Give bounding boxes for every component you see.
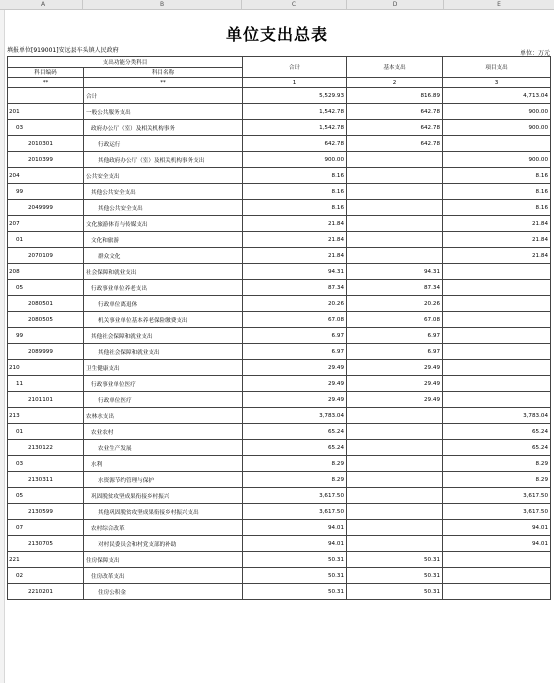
table-row [8,440,551,456]
cell-code[interactable]: 2130599 [8,504,84,520]
cell-project[interactable]: 21.84 [443,248,551,264]
cell-code[interactable] [8,88,84,104]
header-total: 合计 [243,57,347,78]
cell-basic[interactable]: 50.31 [347,584,443,600]
cell-basic[interactable]: 50.31 [347,552,443,568]
cell-basic[interactable] [347,168,443,184]
table-row [8,264,551,280]
cell-code[interactable]: 2080501 [8,296,84,312]
currency-unit: 单位：万元 [519,50,550,57]
cell-project[interactable] [443,552,551,568]
table-row [8,584,551,600]
cell-project[interactable] [443,360,551,376]
header-name: 科目名称 [84,67,243,78]
cell-name[interactable]: 农村综合改革 [84,520,243,536]
cell-project[interactable]: 3,783.04 [443,408,551,424]
cell-code[interactable]: 2130705 [8,536,84,552]
marker-total: 1 [243,78,347,88]
cell-total[interactable]: 87.34 [243,280,347,296]
cell-code[interactable]: 2049999 [8,200,84,216]
cell-total[interactable]: 8.29 [243,456,347,472]
table-row [8,520,551,536]
cell-code[interactable]: 99 [8,328,84,344]
cell-basic[interactable]: 6.97 [347,344,443,360]
cell-code[interactable]: 2010399 [8,152,84,168]
table-row [8,376,551,392]
cell-project[interactable]: 900.00 [443,104,551,120]
cell-total[interactable]: 1,542.78 [243,120,347,136]
cell-basic[interactable] [347,152,443,168]
cell-code[interactable]: 2080505 [8,312,84,328]
cell-name[interactable]: 行政运行 [84,136,243,152]
cell-name[interactable]: 住房公积金 [84,584,243,600]
cell-code[interactable]: 221 [8,552,84,568]
cell-total[interactable]: 1,542.78 [243,104,347,120]
table-row [8,472,551,488]
cell-project[interactable]: 94.01 [443,520,551,536]
cell-basic[interactable]: 87.34 [347,280,443,296]
table-row [8,248,551,264]
table-row [8,328,551,344]
cell-project[interactable]: 3,617.50 [443,488,551,504]
group-header: 支出功能分类科目 [8,57,243,68]
header-project: 项目支出 [443,57,551,78]
table-row [8,552,551,568]
expenditure-table [7,56,551,600]
report-title: 单位支出总表 [225,25,328,44]
cell-project[interactable]: 8.29 [443,456,551,472]
cell-name[interactable]: 卫生健康支出 [84,360,243,376]
column-letter-a[interactable]: A [4,0,83,9]
cell-name[interactable]: 行政单位医疗 [84,392,243,408]
table-row [8,168,551,184]
cell-name[interactable]: 公共安全支出 [84,168,243,184]
cell-total[interactable]: 29.49 [243,360,347,376]
cell-project[interactable] [443,328,551,344]
cell-total[interactable]: 67.08 [243,312,347,328]
table-row [8,280,551,296]
table-row [8,296,551,312]
cell-code[interactable]: 204 [8,168,84,184]
table-row [8,184,551,200]
cell-total[interactable]: 50.31 [243,568,347,584]
cell-basic[interactable] [347,504,443,520]
cell-project[interactable] [443,376,551,392]
cell-basic[interactable] [347,520,443,536]
cell-total[interactable]: 65.24 [243,440,347,456]
column-letter-b[interactable]: B [83,0,242,9]
cell-total[interactable]: 642.78 [243,136,347,152]
cell-name[interactable]: 住房保障支出 [84,552,243,568]
cell-code[interactable]: 2210201 [8,584,84,600]
cell-basic[interactable] [347,488,443,504]
cell-code[interactable]: 208 [8,264,84,280]
cell-total[interactable]: 8.16 [243,184,347,200]
cell-name[interactable]: 其他巩固脱贫攻坚成果衔接乡村振兴支出 [84,504,243,520]
cell-name[interactable]: 行政事业单位养老支出 [84,280,243,296]
cell-project[interactable] [443,584,551,600]
cell-name[interactable]: 文化旅游体育与传媒支出 [84,216,243,232]
cell-name[interactable]: 其他社会保障和就业支出 [84,344,243,360]
cell-project[interactable]: 3,617.50 [443,504,551,520]
cell-code[interactable]: 201 [8,104,84,120]
cell-total[interactable]: 3,617.50 [243,504,347,520]
table-row [8,392,551,408]
cell-code[interactable]: 05 [8,280,84,296]
spreadsheet-column-header [0,0,554,10]
marker-basic: 2 [347,78,443,88]
table-row [8,216,551,232]
cell-code[interactable]: 02 [8,568,84,584]
cell-basic[interactable] [347,232,443,248]
cell-total[interactable]: 8.16 [243,168,347,184]
cell-total[interactable]: 50.31 [243,552,347,568]
cell-code[interactable]: 2130122 [8,440,84,456]
cell-basic[interactable]: 29.49 [347,360,443,376]
table-row [8,536,551,552]
cell-name[interactable]: 社会保障和就业支出 [84,264,243,280]
cell-name[interactable]: 其他社会保障和就业支出 [84,328,243,344]
cell-total[interactable]: 3,783.04 [243,408,347,424]
header-basic: 基本支出 [347,57,443,78]
cell-project[interactable] [443,136,551,152]
cell-basic[interactable] [347,200,443,216]
cell-name[interactable]: 合计 [84,88,243,104]
cell-name[interactable]: 群众文化 [84,248,243,264]
cell-code[interactable]: 2089999 [8,344,84,360]
cell-total[interactable]: 8.29 [243,472,347,488]
cell-project[interactable]: 21.84 [443,232,551,248]
cell-name[interactable]: 水资源节约管理与保护 [84,472,243,488]
table-row [8,200,551,216]
cell-total[interactable]: 29.49 [243,376,347,392]
table-row [8,360,551,376]
cell-code[interactable]: 2070109 [8,248,84,264]
table-row [8,232,551,248]
cell-basic[interactable] [347,440,443,456]
cell-project[interactable]: 900.00 [443,120,551,136]
cell-code[interactable]: 207 [8,216,84,232]
cell-basic[interactable]: 642.78 [347,120,443,136]
cell-project[interactable] [443,392,551,408]
cell-basic[interactable]: 67.08 [347,312,443,328]
cell-total[interactable]: 20.26 [243,296,347,312]
cell-total[interactable]: 94.01 [243,520,347,536]
cell-basic[interactable]: 816.89 [347,88,443,104]
cell-total[interactable]: 8.16 [243,200,347,216]
cell-project[interactable]: 4,713.04 [443,88,551,104]
cell-name[interactable]: 水利 [84,456,243,472]
table-row [8,488,551,504]
cell-name[interactable]: 对村民委员会和村党支部的补助 [84,536,243,552]
cell-basic[interactable]: 6.97 [347,328,443,344]
cell-total[interactable]: 3,617.50 [243,488,347,504]
cell-total[interactable]: 94.31 [243,264,347,280]
cell-project[interactable]: 8.16 [443,168,551,184]
cell-code[interactable]: 01 [8,424,84,440]
cell-basic[interactable] [347,248,443,264]
cell-name[interactable]: 机关事业单位基本养老保险缴费支出 [84,312,243,328]
cell-name[interactable]: 其他公共安全支出 [84,184,243,200]
cell-name[interactable]: 巩固脱贫攻坚成果衔接乡村振兴 [84,488,243,504]
marker-project: 3 [443,78,551,88]
cell-code[interactable]: 03 [8,120,84,136]
header-code: 科目编码 [8,67,84,78]
cell-code[interactable]: 11 [8,376,84,392]
cell-project[interactable]: 65.24 [443,440,551,456]
cell-project[interactable] [443,264,551,280]
cell-basic[interactable]: 29.49 [347,376,443,392]
cell-project[interactable] [443,296,551,312]
table-row [8,136,551,152]
cell-total[interactable]: 21.84 [243,216,347,232]
cell-code[interactable]: 99 [8,184,84,200]
table-row [8,456,551,472]
cell-basic[interactable]: 29.49 [347,392,443,408]
cell-name[interactable]: 一般公共服务支出 [84,104,243,120]
cell-basic[interactable] [347,408,443,424]
cell-name[interactable]: 行政单位离退休 [84,296,243,312]
cell-name[interactable]: 行政事业单位医疗 [84,376,243,392]
cell-basic[interactable]: 94.31 [347,264,443,280]
cell-total[interactable]: 50.31 [243,584,347,600]
cell-project[interactable]: 94.01 [443,536,551,552]
cell-basic[interactable] [347,216,443,232]
cell-project[interactable]: 8.16 [443,200,551,216]
cell-total[interactable]: 6.97 [243,328,347,344]
cell-project[interactable]: 8.16 [443,184,551,200]
marker-name: ** [84,78,243,88]
column-letter-c[interactable]: C [242,0,347,9]
table-row [8,504,551,520]
cell-project[interactable]: 65.24 [443,424,551,440]
cell-project[interactable] [443,312,551,328]
cell-name[interactable]: 农业农村 [84,424,243,440]
table-row [8,408,551,424]
cell-basic[interactable] [347,456,443,472]
cell-basic[interactable]: 20.26 [347,296,443,312]
cell-code[interactable]: 2101101 [8,392,84,408]
marker-code: ** [8,78,84,88]
cell-basic[interactable]: 642.78 [347,104,443,120]
column-letter-e[interactable]: E [497,1,501,8]
cell-total[interactable]: 900.00 [243,152,347,168]
cell-name[interactable]: 住房改革支出 [84,568,243,584]
cell-basic[interactable] [347,184,443,200]
cell-code[interactable]: 01 [8,232,84,248]
cell-basic[interactable] [347,536,443,552]
table-row [8,104,551,120]
cell-name[interactable]: 农业生产发展 [84,440,243,456]
column-letter-d[interactable]: D [347,0,444,9]
cell-project[interactable]: 900.00 [443,152,551,168]
cell-project[interactable] [443,568,551,584]
cell-code[interactable]: 03 [8,456,84,472]
table-row [8,568,551,584]
cell-project[interactable]: 8.29 [443,472,551,488]
table-row [8,312,551,328]
cell-total[interactable]: 94.01 [243,536,347,552]
cell-project[interactable] [443,280,551,296]
cell-project[interactable]: 21.84 [443,216,551,232]
table-row [8,152,551,168]
cell-code[interactable]: 2010301 [8,136,84,152]
table-row [8,424,551,440]
row-number-gutter [0,10,5,683]
cell-code[interactable]: 07 [8,520,84,536]
cell-name[interactable]: 政府办公厅（室）及相关机构事务 [84,120,243,136]
cell-code[interactable]: 05 [8,488,84,504]
cell-name[interactable]: 其他政府办公厅（室）及相关机构事务支出 [84,152,243,168]
cell-project[interactable] [443,344,551,360]
table-row [8,88,551,104]
cell-basic[interactable] [347,472,443,488]
cell-name[interactable]: 其他公共安全支出 [84,200,243,216]
cell-basic[interactable]: 50.31 [347,568,443,584]
cell-name[interactable]: 文化和旅游 [84,232,243,248]
reporting-unit: 填报单位[919001]安远县车头镇人民政府 [7,47,119,54]
cell-basic[interactable] [347,424,443,440]
table-row [8,120,551,136]
cell-total[interactable]: 29.49 [243,392,347,408]
cell-name[interactable]: 农林水支出 [84,408,243,424]
cell-total[interactable]: 21.84 [243,248,347,264]
cell-basic[interactable]: 642.78 [347,136,443,152]
cell-code[interactable]: 210 [8,360,84,376]
table-row [8,344,551,360]
cell-code[interactable]: 2130311 [8,472,84,488]
cell-code[interactable]: 213 [8,408,84,424]
cell-total[interactable]: 21.84 [243,232,347,248]
cell-total[interactable]: 6.97 [243,344,347,360]
cell-total[interactable]: 65.24 [243,424,347,440]
cell-total[interactable]: 5,529.93 [243,88,347,104]
